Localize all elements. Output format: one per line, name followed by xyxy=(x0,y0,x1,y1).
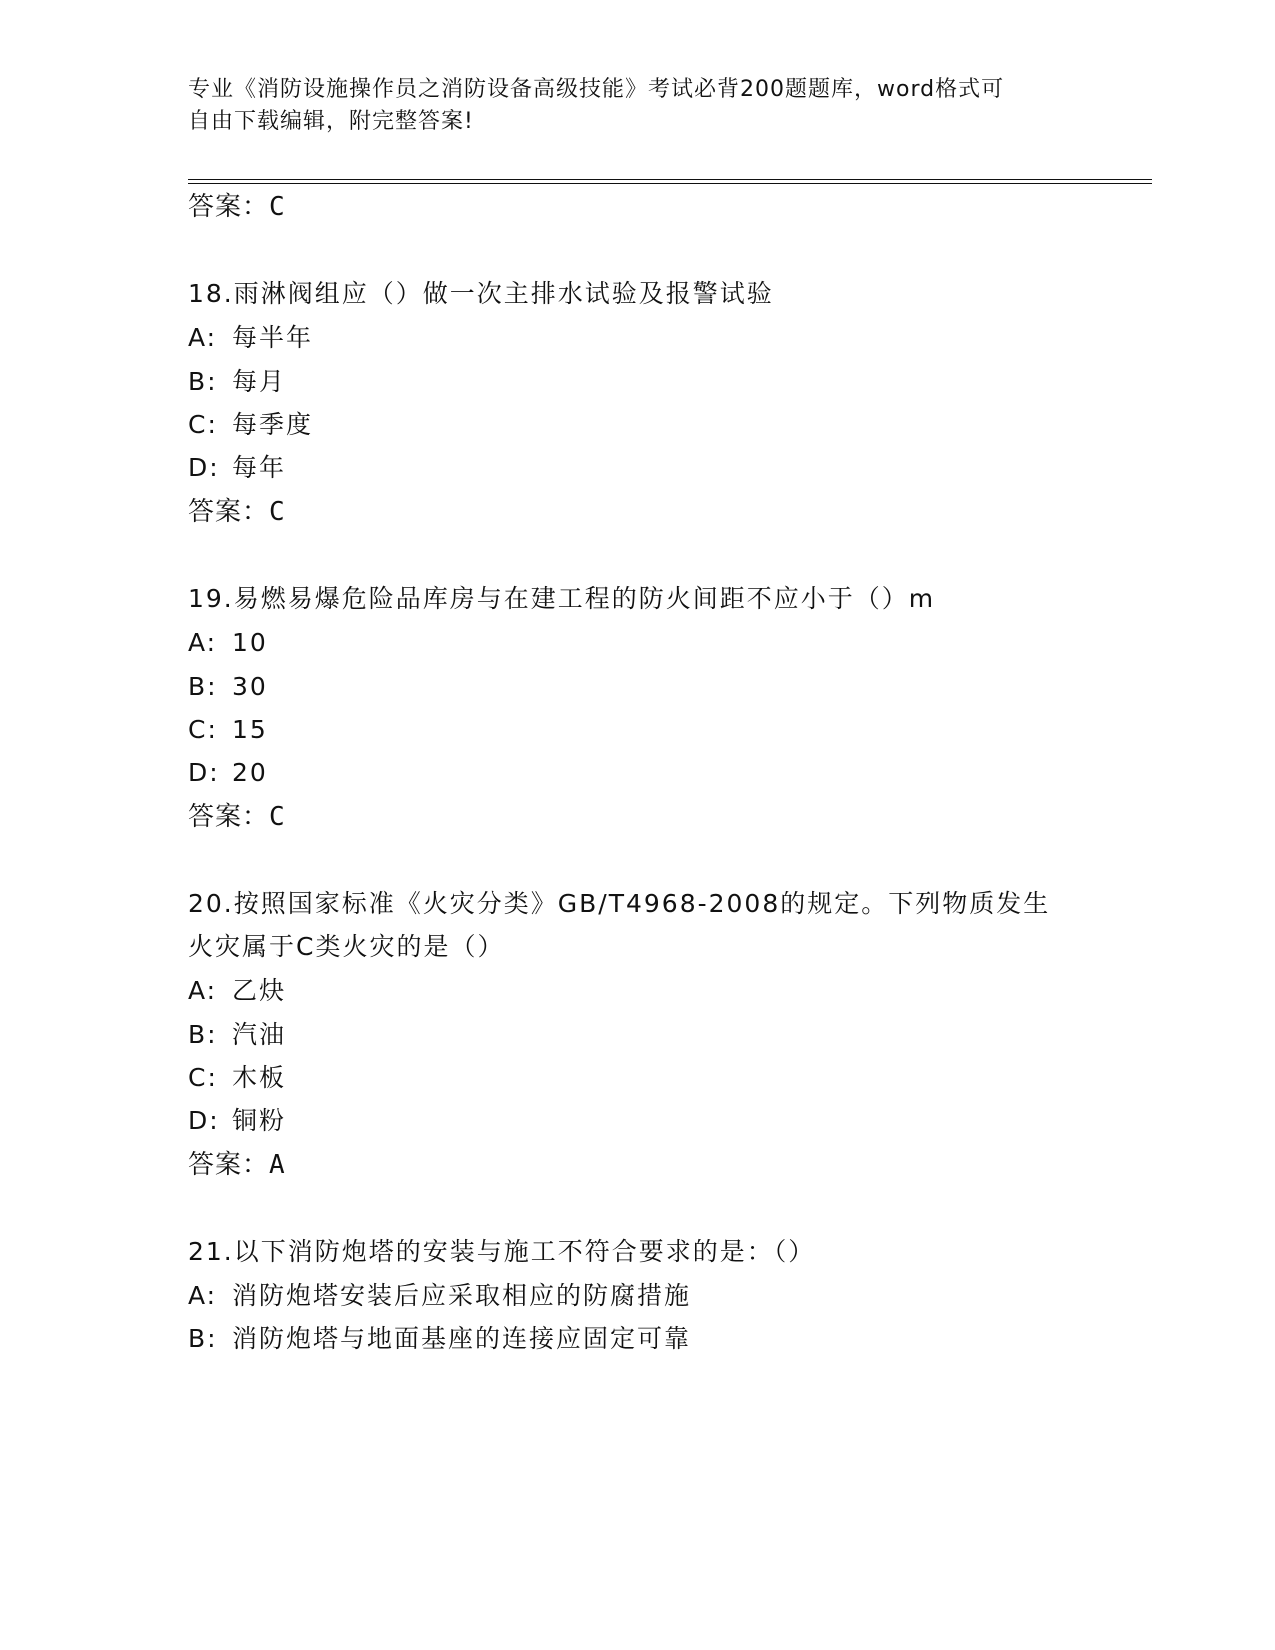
option-text: 消防炮塔安装后应采取相应的防腐措施 xyxy=(232,1281,692,1310)
option-text: 每年 xyxy=(232,453,287,482)
option-key: A: xyxy=(188,628,218,657)
question-stem: 19.易燃易爆危险品库房与在建工程的防火间距不应小于（）m xyxy=(188,584,936,613)
option-d xyxy=(188,452,286,484)
option-c xyxy=(188,409,313,441)
option-text: 乙炔 xyxy=(232,976,287,1005)
option-text: 每半年 xyxy=(232,323,314,352)
option-key: C: xyxy=(188,410,218,439)
question-stem: 21.以下消防炮塔的安装与施工不符合要求的是：（） xyxy=(188,1237,816,1266)
answer-label: 答案： xyxy=(188,497,270,527)
option-a xyxy=(188,975,286,1007)
document-header xyxy=(188,74,1088,138)
option-text: 15 xyxy=(232,715,268,744)
header-line-2: 自由下载编辑，附完整答案! xyxy=(188,109,474,134)
answer-value: C xyxy=(269,802,286,832)
option-text: 30 xyxy=(232,672,268,701)
option-key: D: xyxy=(188,453,220,482)
option-c xyxy=(188,1062,286,1094)
option-key: D: xyxy=(188,758,220,787)
question-stem: 18.雨淋阀组应（）做一次主排水试验及报警试验 xyxy=(188,279,774,308)
question-stem-continued: 火灾属于C类火灾的是（） xyxy=(188,932,505,961)
answer-line xyxy=(188,191,286,223)
option-text: 消防炮塔与地面基座的连接应固定可靠 xyxy=(232,1324,692,1353)
answer-label: 答案： xyxy=(188,1150,270,1180)
answer-line xyxy=(188,496,286,528)
option-text: 木板 xyxy=(232,1063,287,1092)
option-c xyxy=(188,714,268,746)
option-b xyxy=(188,366,286,398)
option-key: B: xyxy=(188,1324,218,1353)
option-text: 10 xyxy=(232,628,268,657)
option-d xyxy=(188,1105,286,1137)
answer-value: C xyxy=(269,497,286,527)
header-line-1: 专业《消防设施操作员之消防设备高级技能》考试必背200题题库，word格式可 xyxy=(188,77,1005,102)
option-key: C: xyxy=(188,1063,218,1092)
question-stem: 20.按照国家标准《火灾分类》GB/T4968-2008的规定。下列物质发生 xyxy=(188,889,1051,918)
option-b xyxy=(188,1019,286,1051)
option-key: A: xyxy=(188,976,218,1005)
option-text: 20 xyxy=(232,758,268,787)
option-a xyxy=(188,322,313,354)
answer-value: C xyxy=(269,192,286,222)
option-a xyxy=(188,1280,691,1312)
header-divider-top xyxy=(188,179,1152,180)
option-key: A: xyxy=(188,323,218,352)
option-key: B: xyxy=(188,672,218,701)
header-divider-bottom xyxy=(188,183,1152,184)
answer-label: 答案： xyxy=(188,802,270,832)
option-key: A: xyxy=(188,1281,218,1310)
answer-label: 答案： xyxy=(188,192,270,222)
answer-line xyxy=(188,1149,286,1181)
option-text: 铜粉 xyxy=(232,1106,287,1135)
answer-line xyxy=(188,801,286,833)
answer-value: A xyxy=(269,1150,286,1180)
option-key: D: xyxy=(188,1106,220,1135)
option-b xyxy=(188,1323,691,1355)
option-key: B: xyxy=(188,1020,218,1049)
option-text: 汽油 xyxy=(232,1020,287,1049)
option-b xyxy=(188,671,268,703)
option-text: 每月 xyxy=(232,367,287,396)
option-a xyxy=(188,627,268,659)
option-key: C: xyxy=(188,715,218,744)
option-text: 每季度 xyxy=(232,410,314,439)
option-key: B: xyxy=(188,367,218,396)
option-d xyxy=(188,757,268,789)
